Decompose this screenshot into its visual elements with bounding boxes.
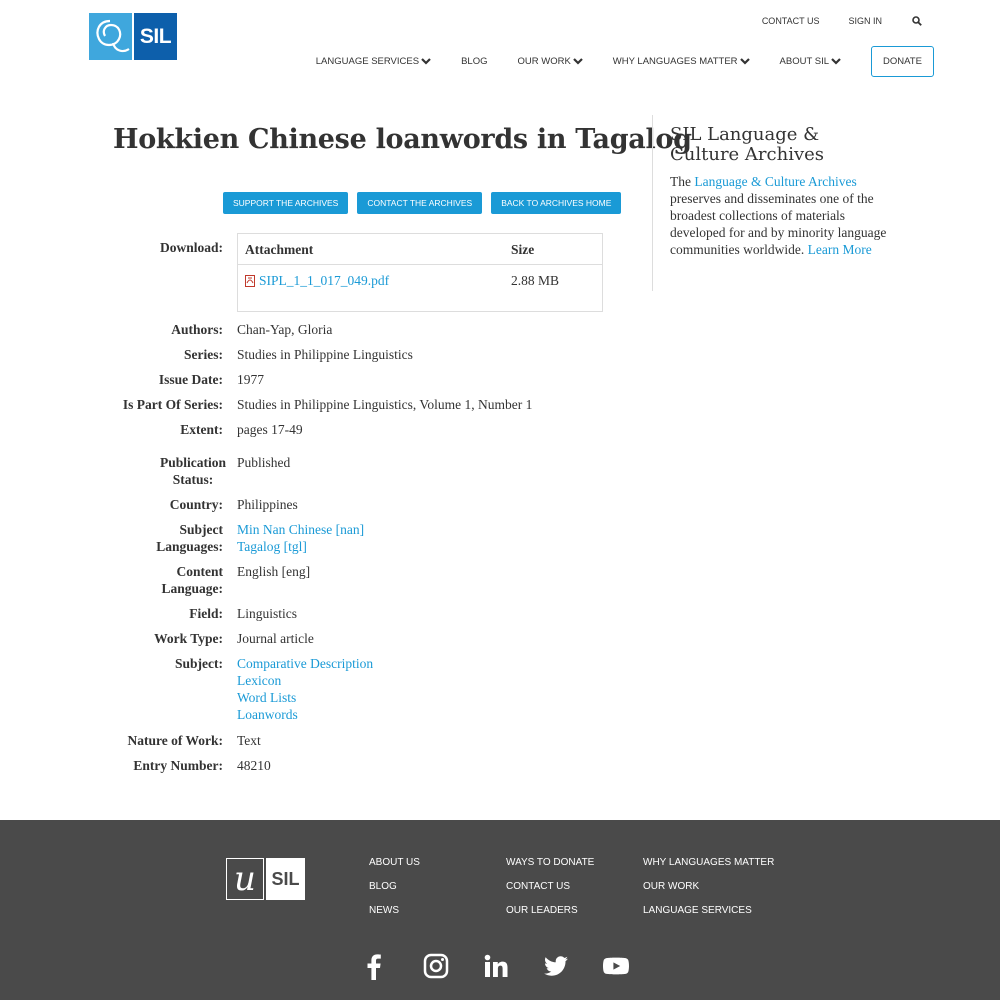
nav-label: BLOG (461, 56, 488, 67)
chevron-down-icon (421, 58, 431, 65)
facebook-icon[interactable] (360, 952, 388, 980)
subject-link[interactable]: Word Lists (237, 690, 297, 705)
back-to-archives-button[interactable]: BACK TO ARCHIVES HOME (491, 192, 621, 214)
footer-our-work-link[interactable]: OUR WORK (643, 881, 700, 892)
attachment-table-header (238, 234, 602, 265)
contact-us-link[interactable]: CONTACT US (761, 16, 820, 26)
authors-label: Authors: (171, 322, 223, 337)
part-of-series-label: Is Part Of Series: (122, 397, 223, 412)
field-label: Field: (189, 606, 223, 621)
field-link[interactable]: Linguistics (237, 606, 297, 621)
attachment-size: 2.88 MB (511, 273, 560, 288)
footer-our-leaders-link[interactable]: OUR LEADERS (506, 905, 578, 916)
publication-status-value: Published (237, 455, 291, 470)
country-value: Philippines (237, 497, 298, 512)
footer-about-us-link[interactable]: ABOUT US (369, 857, 420, 868)
label-line: Publication (159, 455, 226, 470)
download-label: Download: (159, 240, 223, 255)
nav-language-services[interactable] (316, 56, 431, 67)
sidebar-heading: SIL Language & Culture Archives (670, 124, 825, 165)
footer-contact-us-link[interactable]: CONTACT US (506, 881, 571, 892)
footer-news-link[interactable]: NEWS (369, 905, 399, 916)
contact-archives-button[interactable]: CONTACT THE ARCHIVES (357, 192, 482, 214)
series-link[interactable]: Studies in Philippine Linguistics (237, 347, 413, 362)
attachment-table (237, 233, 603, 312)
footer-blog-link[interactable]: BLOG (369, 881, 397, 892)
chevron-down-icon (573, 58, 583, 65)
extent-label: Extent: (180, 422, 223, 437)
nav-label: OUR WORK (517, 56, 571, 67)
language-culture-archives-link[interactable]: Language & Culture Archives (694, 174, 857, 189)
subject-link[interactable]: Lexicon (237, 673, 282, 688)
subject-list (237, 655, 373, 723)
footer-why-languages-matter-link[interactable]: WHY LANGUAGES MATTER (643, 857, 775, 868)
donate-button[interactable]: DONATE (871, 46, 934, 77)
nav-why-languages-matter[interactable] (613, 56, 750, 67)
label-line: Languages: (156, 539, 223, 554)
content-language-label (161, 563, 223, 597)
subject-link[interactable]: Loanwords (237, 707, 298, 722)
authors-link[interactable]: Chan-Yap, Gloria (237, 322, 333, 337)
utility-nav (733, 16, 922, 26)
label-line: Language: (161, 581, 223, 596)
nav-our-work[interactable] (517, 56, 582, 67)
footer-language-services-link[interactable]: LANGUAGE SERVICES (643, 905, 752, 916)
sil-logo[interactable] (89, 13, 177, 60)
subject-languages-label (156, 521, 223, 555)
chevron-down-icon (831, 58, 841, 65)
series-label: Series: (184, 347, 223, 362)
sidebar-text-start: The (670, 174, 695, 189)
column-header-attachment: Attachment (245, 242, 314, 257)
part-of-series-value: Studies in Philippine Linguistics, Volume 1, Number 1 (237, 397, 533, 412)
sil-logo-mark-icon (89, 13, 132, 60)
main-nav (316, 46, 934, 77)
page-title: Hokkien Chinese loanwords in Tagalog (113, 124, 692, 155)
work-type-label: Work Type: (154, 631, 223, 646)
subject-label: Subject: (175, 656, 223, 671)
entry-number-value: 48210 (237, 758, 271, 773)
nav-label: LANGUAGE SERVICES (315, 56, 420, 67)
label-line: Content (176, 564, 223, 579)
subject-link[interactable]: Comparative Description (237, 656, 374, 671)
publication-status-label (160, 454, 226, 488)
pdf-file-icon (245, 275, 255, 287)
subject-language-link[interactable]: Tagalog [tgl] (237, 539, 307, 554)
country-label: Country: (169, 497, 223, 512)
twitter-icon[interactable] (542, 952, 570, 980)
footer-logo[interactable] (226, 858, 305, 900)
linkedin-icon[interactable] (482, 952, 510, 980)
nature-of-work-label: Nature of Work: (127, 733, 223, 748)
chevron-down-icon (740, 58, 750, 65)
sidebar-text-body: preserves and disseminates one of the broadest collections of materials developed for and by minority language communities worldwide. (670, 191, 887, 257)
sign-in-link[interactable]: SIGN IN (848, 16, 882, 26)
subject-language-link[interactable]: Min Nan Chinese [nan] (237, 522, 365, 537)
support-archives-button[interactable]: SUPPORT THE ARCHIVES (223, 192, 348, 214)
footer-logo-text: SIL (266, 858, 305, 900)
issue-date-value: 1977 (237, 372, 264, 387)
sidebar-text (670, 173, 892, 258)
label-line: Subject (179, 522, 223, 537)
attachment-file-link[interactable]: SIPL_1_1_017_049.pdf (259, 273, 390, 288)
archives-sidebar (652, 115, 892, 291)
work-type-link[interactable]: Journal article (237, 631, 314, 646)
footer-ways-to-donate-link[interactable]: WAYS TO DONATE (506, 857, 595, 868)
subject-languages-list (237, 521, 364, 555)
learn-more-link[interactable]: Learn More (807, 242, 872, 257)
nature-of-work-link[interactable]: Text (237, 733, 261, 748)
sil-logo-text: SIL (134, 13, 177, 60)
youtube-icon[interactable] (602, 952, 630, 980)
issue-date-label: Issue Date: (158, 372, 223, 387)
site-footer (0, 820, 1000, 1000)
search-icon[interactable] (912, 16, 922, 26)
archive-button-row (223, 192, 630, 214)
nav-about-sil[interactable] (780, 56, 841, 67)
footer-logo-mark-icon: u (226, 858, 264, 900)
nav-label: ABOUT SIL (779, 56, 829, 67)
column-header-size: Size (511, 242, 535, 257)
entry-number-label: Entry Number: (133, 758, 223, 773)
instagram-icon[interactable] (422, 952, 450, 980)
nav-blog[interactable] (461, 56, 487, 67)
extent-value: pages 17-49 (237, 422, 303, 437)
label-line: Status: (172, 472, 214, 487)
attachment-file-cell (245, 273, 389, 289)
content-language-link[interactable]: English [eng] (237, 564, 311, 579)
nav-label: WHY LANGUAGES MATTER (612, 56, 738, 67)
